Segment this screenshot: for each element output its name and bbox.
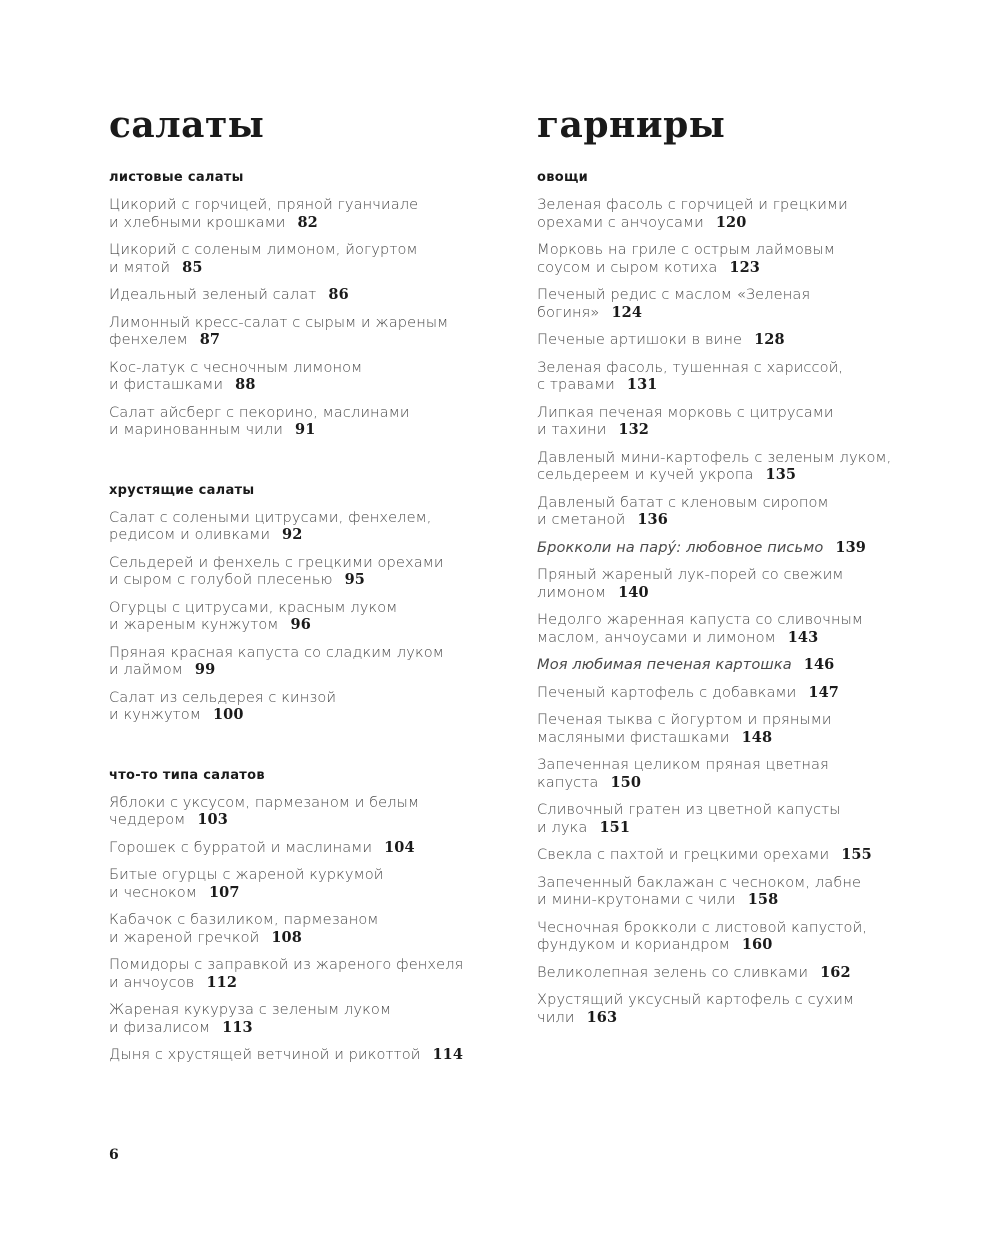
entry-title-line: Свекла с пахтой и грецкими орехами xyxy=(537,846,830,863)
toc-entry xyxy=(537,656,957,674)
entry-title-line: и мини-крутонами с чили xyxy=(537,891,736,908)
entry-page-number: 146 xyxy=(803,656,835,673)
entry-title-line: и фисташками xyxy=(109,376,224,393)
entry-page-number: 92 xyxy=(282,526,303,543)
toc-entry xyxy=(537,611,957,646)
entry-page-number: 151 xyxy=(599,818,631,836)
toc-section xyxy=(109,767,529,1064)
entry-page-number: 107 xyxy=(208,883,240,901)
toc-entry xyxy=(537,874,957,909)
toc-entry xyxy=(537,494,957,529)
toc-entry xyxy=(537,964,957,982)
entry-title-line: фенхелем xyxy=(109,331,188,348)
entry-title-line: и чесноком xyxy=(109,883,197,901)
section-heading: листовые салаты xyxy=(109,170,244,185)
entry-title-line: редисом и оливками xyxy=(109,526,271,543)
toc-entry xyxy=(537,404,957,439)
entry-title-line: и сыром с голубой плесенью xyxy=(109,571,333,588)
column-side-dishes xyxy=(537,100,957,1036)
entry-title-line: Липкая печеная морковь с цитрусами xyxy=(537,403,834,421)
toc-entry xyxy=(109,794,529,829)
entry-title-line: и жареной гречкой xyxy=(109,928,260,946)
entry-title-line: Пряная красная капуста со сладким луком xyxy=(109,643,444,661)
entry-title-line: Идеальный зеленый салат xyxy=(109,286,317,303)
toc-entry xyxy=(109,286,529,304)
entry-title-line: Запеченная целиком пряная цветная xyxy=(537,756,829,773)
column-salads xyxy=(109,100,529,1074)
entry-page-number: 91 xyxy=(295,421,316,438)
toc-entry xyxy=(537,286,957,321)
entry-title-line: лимоном xyxy=(537,583,607,601)
entry-title-line: Недолго жаренная капуста со сливочным xyxy=(537,611,864,628)
entry-title-line: Печеные артишоки в вине xyxy=(537,331,743,348)
entry-title-line: и сметаной xyxy=(537,511,626,528)
toc-entry xyxy=(109,839,529,857)
entry-title-line: чили xyxy=(537,1008,575,1026)
entry-page-number: 136 xyxy=(637,511,668,528)
toc-entry xyxy=(537,991,957,1026)
entry-page-number: 140 xyxy=(618,583,649,601)
entry-title-line: Сельдерей и фенхель с грецкими орехами xyxy=(109,553,444,571)
entry-title-line: сельдереем и кучей укропа xyxy=(537,466,754,483)
toc-entry xyxy=(109,196,529,231)
entry-title-line: Битые огурцы с жареной куркумой xyxy=(109,866,384,883)
entry-page-number: 132 xyxy=(618,421,649,438)
entry-page-number: 120 xyxy=(715,213,747,231)
entry-page-number: 82 xyxy=(297,213,318,231)
toc-section xyxy=(537,169,957,1026)
entry-title-line: и кунжутом xyxy=(109,706,201,723)
entry-page-number: 128 xyxy=(754,331,785,348)
entry-page-number: 104 xyxy=(384,838,415,856)
toc-entry xyxy=(109,554,529,589)
entry-page-number: 131 xyxy=(626,376,658,393)
entry-title-line: Салат с солеными цитрусами, фенхелем, xyxy=(109,508,432,526)
entry-page-number: 123 xyxy=(729,258,760,276)
page-number: 6 xyxy=(109,1147,119,1163)
section-heading: что-то типа салатов xyxy=(109,767,265,783)
entry-title-line: Морковь на гриле с острым лаймовым xyxy=(537,241,835,258)
toc-entry xyxy=(109,509,529,544)
entry-title-line: Чесночная брокколи с листовой капустой, xyxy=(537,918,868,936)
entry-title-line: маслом, анчоусами и лимоном xyxy=(537,628,776,646)
toc-entry xyxy=(537,711,957,746)
toc-section xyxy=(109,482,529,724)
entry-title-line: Цикорий с горчицей, пряной гуанчиале xyxy=(109,196,419,213)
entry-page-number: 100 xyxy=(212,706,244,723)
entry-title-line: Огурцы с цитрусами, красным луком xyxy=(109,598,398,616)
entry-title-line: Дыня с хрустящей ветчиной и рикоттой xyxy=(109,1046,421,1063)
chapter-title: салаты xyxy=(109,104,265,146)
toc-entry xyxy=(537,801,957,836)
entry-page-number: 155 xyxy=(841,846,872,863)
entry-title-line: Пряный жареный лук-порей со свежим xyxy=(537,566,844,583)
entry-title-line: Запеченный баклажан с чесноком, лабне xyxy=(537,873,862,891)
entry-title-line: Салат айсберг с пекорино, маслинами xyxy=(109,403,410,421)
entry-title-line: и физалисом xyxy=(109,1018,211,1036)
entry-title-line: Горошек с бурратой и маслинами xyxy=(109,838,373,856)
entry-page-number: 87 xyxy=(199,331,221,348)
entry-page-number: 88 xyxy=(235,376,256,393)
toc-entry xyxy=(109,689,529,724)
toc-entry xyxy=(537,846,957,864)
toc-entry xyxy=(537,566,957,601)
entry-title-line: Зеленая фасоль с горчицей и грецкими xyxy=(537,196,848,213)
entry-title-line: и лука xyxy=(537,818,588,836)
entry-page-number: 150 xyxy=(610,773,642,791)
entry-title-line: фундуком и кориандром xyxy=(537,936,730,953)
toc-section xyxy=(109,169,529,439)
entry-page-number: 124 xyxy=(611,303,643,321)
entry-title-line: Кабачок с базиликом, пармезаном xyxy=(109,911,379,928)
toc-entry xyxy=(109,359,529,394)
entry-title-line: Брокколи на пару́: любовное письмо xyxy=(537,538,824,556)
entry-title-line: и мятой xyxy=(109,258,171,276)
chapter-title: гарниры xyxy=(537,104,726,146)
toc-entry xyxy=(537,539,957,557)
entry-page-number: 163 xyxy=(586,1008,618,1026)
entry-page-number: 143 xyxy=(787,628,819,646)
entry-title-line: Кос-латук с чесночным лимоном xyxy=(109,358,363,376)
entry-title-line: и маринованным чили xyxy=(109,421,284,438)
entry-page-number: 86 xyxy=(328,286,349,303)
entry-title-line: Хрустящий уксусный картофель с сухим xyxy=(537,991,855,1008)
entry-page-number: 135 xyxy=(765,466,797,483)
entry-page-number: 139 xyxy=(835,538,866,556)
entry-title-line: и жареным кунжутом xyxy=(109,616,279,633)
entry-page-number: 162 xyxy=(820,963,851,981)
toc-entry xyxy=(109,314,529,349)
entry-title-line: чеддером xyxy=(109,811,186,828)
entry-title-line: и лаймом xyxy=(109,661,183,678)
entry-title-line: богиня» xyxy=(537,303,600,321)
entry-title-line: Давленый батат с кленовым сиропом xyxy=(537,493,829,511)
toc-entry xyxy=(109,644,529,679)
entry-page-number: 96 xyxy=(290,616,311,633)
entry-title-line: Салат из сельдерея с кинзой xyxy=(109,688,337,706)
entry-title-line: с травами xyxy=(537,376,615,393)
toc-entry xyxy=(537,684,957,702)
entry-title-line: и тахини xyxy=(537,421,607,438)
entry-title-line: Зеленая фасоль, тушенная с хариссой, xyxy=(537,358,844,376)
entry-title-line: и анчоусов xyxy=(109,973,195,991)
entry-title-line: Сливочный гратен из цветной капусты xyxy=(537,801,841,818)
entry-page-number: 160 xyxy=(741,936,773,953)
entry-title-line: капуста xyxy=(537,773,599,791)
toc-entry xyxy=(109,1046,529,1064)
section-heading: овощи xyxy=(537,170,589,185)
toc-entry xyxy=(537,331,957,349)
entry-page-number: 95 xyxy=(344,571,365,588)
toc-entry xyxy=(109,956,529,991)
entry-page-number: 112 xyxy=(206,973,238,991)
entry-title-line: Печеный картофель с добавками xyxy=(537,683,797,701)
entry-page-number: 114 xyxy=(432,1046,464,1063)
toc-entry xyxy=(109,599,529,634)
entry-page-number: 147 xyxy=(808,683,839,701)
entry-title-line: Помидоры с заправкой из жареного фенхеля xyxy=(109,956,464,973)
toc-entry xyxy=(537,449,957,484)
toc-entry xyxy=(109,404,529,439)
toc-entry xyxy=(537,919,957,954)
entry-title-line: Жареная кукуруза с зеленым луком xyxy=(109,1001,392,1018)
entry-title-line: масляными фисташками xyxy=(537,728,730,746)
entry-page-number: 148 xyxy=(741,728,773,746)
toc-entry xyxy=(537,359,957,394)
toc-entry xyxy=(537,196,957,231)
entry-page-number: 103 xyxy=(197,811,228,828)
entry-page-number: 85 xyxy=(182,258,203,276)
entry-page-number: 108 xyxy=(271,928,302,946)
toc-entry xyxy=(109,1001,529,1036)
section-heading: хрустящие салаты xyxy=(109,482,255,498)
entry-page-number: 99 xyxy=(194,661,216,678)
entry-title-line: орехами с анчоусами xyxy=(537,213,704,231)
entry-title-line: Лимонный кресс-салат с сырым и жареным xyxy=(109,313,449,331)
toc-entry xyxy=(537,756,957,791)
entry-title-line: Великолепная зелень со сливками xyxy=(537,963,809,981)
entry-title-line: Цикорий с соленым лимоном, йогуртом xyxy=(109,241,418,258)
entry-page-number: 158 xyxy=(747,891,779,908)
entry-title-line: Давленый мини-картофель с зеленым луком, xyxy=(537,448,892,466)
entry-title-line: Печеный редис с маслом «Зеленая xyxy=(537,286,811,303)
toc-entry xyxy=(109,911,529,946)
entry-title-line: Яблоки с уксусом, пармезаном и белым xyxy=(109,793,420,811)
entry-page-number: 113 xyxy=(222,1018,253,1036)
entry-title-line: Печеная тыква с йогуртом и пряными xyxy=(537,711,832,728)
toc-entry xyxy=(537,241,957,276)
entry-title-line: Моя любимая печеная картошка xyxy=(537,656,792,673)
entry-title-line: и хлебными крошками xyxy=(109,213,286,231)
toc-entry xyxy=(109,866,529,901)
toc-entry xyxy=(109,241,529,276)
entry-title-line: соусом и сыром котиха xyxy=(537,258,718,276)
